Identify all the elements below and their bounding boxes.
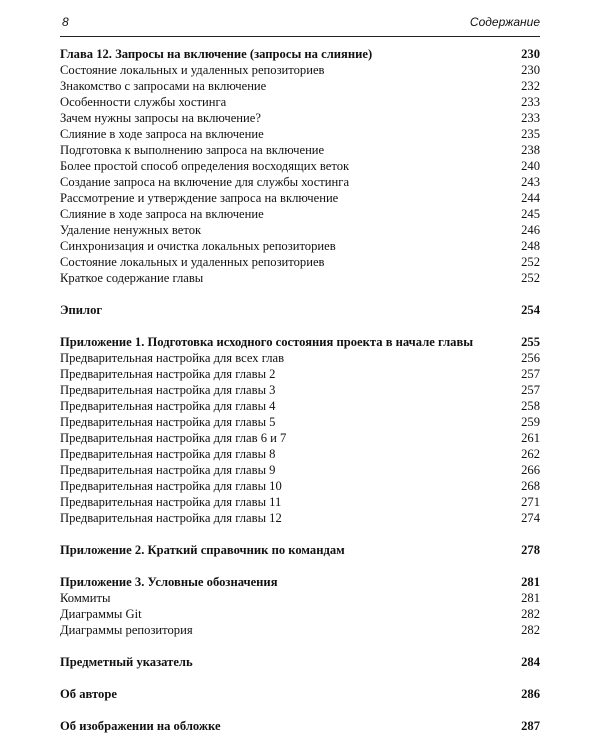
toc-entry-title: Предварительная настройка для глав 6 и 7 <box>60 431 287 445</box>
toc-entry-title: Предварительная настройка для главы 4 <box>60 399 276 413</box>
toc-entry-title: Создание запроса на включение для службы хостинга <box>60 175 350 189</box>
toc-entry-page: 278 <box>521 543 540 557</box>
toc-entry[interactable] <box>60 78 540 94</box>
table-of-contents <box>60 40 540 734</box>
toc-entry-title: Предварительная настройка для главы 10 <box>60 479 282 493</box>
toc-subject-index[interactable] <box>60 654 540 670</box>
toc-entry[interactable] <box>60 478 540 494</box>
toc-entry-title: Предварительная настройка для всех глав <box>60 351 285 365</box>
toc-entry-title: Диаграммы Git <box>60 607 142 621</box>
toc-entry-title: Синхронизация и очистка локальных репозиториев <box>60 239 336 253</box>
toc-entry-page: 240 <box>521 159 540 173</box>
toc-entry-page: 232 <box>521 79 540 93</box>
toc-entry-page: 254 <box>521 303 540 317</box>
toc-entry-title: Рассмотрение и утверждение запроса на включение <box>60 191 339 205</box>
toc-entry-title: Зачем нужны запросы на включение? <box>60 111 261 125</box>
toc-entry-title: Краткое содержание главы <box>60 271 204 285</box>
toc-entry[interactable] <box>60 190 540 206</box>
toc-appendix-1[interactable] <box>60 334 540 350</box>
toc-entry[interactable] <box>60 126 540 142</box>
toc-entry-page: 282 <box>521 607 540 621</box>
toc-entry-page: 262 <box>521 447 540 461</box>
toc-epilogue[interactable] <box>60 302 540 318</box>
toc-entry[interactable] <box>60 206 540 222</box>
toc-entry-title: Предметный указатель <box>60 655 193 669</box>
toc-entry-page: 256 <box>521 351 540 365</box>
toc-entry-page: 245 <box>521 207 540 221</box>
toc-entry-page: 238 <box>521 143 540 157</box>
toc-entry-title: Предварительная настройка для главы 5 <box>60 415 276 429</box>
toc-entry[interactable] <box>60 510 540 526</box>
toc-entry-title: Эпилог <box>60 303 103 317</box>
toc-entry-title: Предварительная настройка для главы 2 <box>60 367 276 381</box>
toc-entry-page: 282 <box>521 623 540 637</box>
toc-chapter-12[interactable] <box>60 46 540 62</box>
toc-entry[interactable] <box>60 158 540 174</box>
toc-entry-page: 271 <box>521 495 540 509</box>
toc-entry[interactable] <box>60 174 540 190</box>
toc-appendix-1-items <box>60 350 540 526</box>
toc-entry-page: 230 <box>521 63 540 77</box>
toc-entry-page: 248 <box>521 239 540 253</box>
toc-entry[interactable] <box>60 350 540 366</box>
toc-entry-title: Приложение 1. Подготовка исходного состояния проекта в начале главы <box>60 335 474 349</box>
toc-entry[interactable] <box>60 382 540 398</box>
toc-entry-page: 257 <box>521 383 540 397</box>
toc-entry-page: 246 <box>521 223 540 237</box>
toc-entry[interactable] <box>60 462 540 478</box>
toc-entry-page: 259 <box>521 415 540 429</box>
toc-entry-title: Приложение 2. Краткий справочник по командам <box>60 543 345 557</box>
toc-entry-page: 281 <box>521 591 540 605</box>
toc-entry-page: 244 <box>521 191 540 205</box>
toc-entry-title: Предварительная настройка для главы 12 <box>60 511 282 525</box>
running-title: Содержание <box>469 15 540 29</box>
toc-about-cover[interactable] <box>60 718 540 734</box>
toc-entry[interactable] <box>60 254 540 270</box>
toc-entry[interactable] <box>60 590 540 606</box>
toc-entry-page: 274 <box>521 511 540 525</box>
toc-entry-page: 284 <box>521 655 540 669</box>
toc-entry-page: 233 <box>521 95 540 109</box>
toc-entry-title: Более простой способ определения восходящих веток <box>60 159 350 173</box>
toc-entry-title: Состояние локальных и удаленных репозиториев <box>60 63 325 77</box>
toc-entry-title: Удаление ненужных веток <box>60 223 202 237</box>
toc-entry-title: Предварительная настройка для главы 9 <box>60 463 276 477</box>
toc-entry-title: Приложение 3. Условные обозначения <box>60 575 278 589</box>
toc-entry-title: Предварительная настройка для главы 11 <box>60 495 282 509</box>
toc-entry-page: 268 <box>521 479 540 493</box>
toc-entry-title: Об авторе <box>60 687 117 701</box>
toc-entry[interactable] <box>60 94 540 110</box>
toc-appendix-3[interactable] <box>60 574 540 590</box>
toc-entry-title: Слияние в ходе запроса на включение <box>60 207 264 221</box>
toc-entry-title: Об изображении на обложке <box>60 719 221 733</box>
toc-entry-page: 235 <box>521 127 540 141</box>
toc-appendix-2[interactable] <box>60 542 540 558</box>
toc-about-author[interactable] <box>60 686 540 702</box>
toc-entry-page: 261 <box>521 431 540 445</box>
toc-entry[interactable] <box>60 414 540 430</box>
toc-entry[interactable] <box>60 398 540 414</box>
toc-entry-title: Состояние локальных и удаленных репозиториев <box>60 255 325 269</box>
toc-entry-title: Диаграммы репозитория <box>60 623 193 637</box>
toc-entry-page: 281 <box>521 575 540 589</box>
toc-entry-page: 243 <box>521 175 540 189</box>
toc-entry-page: 233 <box>521 111 540 125</box>
toc-entry-title: Предварительная настройка для главы 3 <box>60 383 276 397</box>
toc-entry[interactable] <box>60 62 540 78</box>
toc-entry-page: 252 <box>521 255 540 269</box>
toc-entry-title: Особенности службы хостинга <box>60 95 227 109</box>
toc-entry-page: 257 <box>521 367 540 381</box>
toc-entry-page: 266 <box>521 463 540 477</box>
toc-entry-title: Слияние в ходе запроса на включение <box>60 127 264 141</box>
toc-entry-page: 230 <box>521 47 540 61</box>
toc-entry[interactable] <box>60 446 540 462</box>
toc-entry[interactable] <box>60 606 540 622</box>
toc-entry[interactable] <box>60 366 540 382</box>
page-number: 8 <box>62 15 69 29</box>
toc-entry-title: Знакомство с запросами на включение <box>60 79 267 93</box>
toc-chapter-12-items <box>60 62 540 286</box>
toc-entry-page: 252 <box>521 271 540 285</box>
toc-entry-title: Коммиты <box>60 591 111 605</box>
toc-entry[interactable] <box>60 142 540 158</box>
toc-entry-page: 286 <box>521 687 540 701</box>
toc-entry[interactable] <box>60 494 540 510</box>
toc-appendix-3-items <box>60 590 540 638</box>
toc-entry-title: Предварительная настройка для главы 8 <box>60 447 276 461</box>
toc-entry-title: Глава 12. Запросы на включение (запросы на слияние) <box>60 47 373 61</box>
toc-entry-title: Подготовка к выполнению запроса на включение <box>60 143 325 157</box>
toc-entry[interactable] <box>60 270 540 286</box>
toc-entry[interactable] <box>60 622 540 638</box>
toc-entry-page: 258 <box>521 399 540 413</box>
toc-entry-page: 287 <box>521 719 540 733</box>
page-header <box>60 10 540 37</box>
toc-entry[interactable] <box>60 238 540 254</box>
toc-entry-page: 255 <box>521 335 540 349</box>
toc-entry[interactable] <box>60 110 540 126</box>
toc-entry[interactable] <box>60 430 540 446</box>
toc-entry[interactable] <box>60 222 540 238</box>
